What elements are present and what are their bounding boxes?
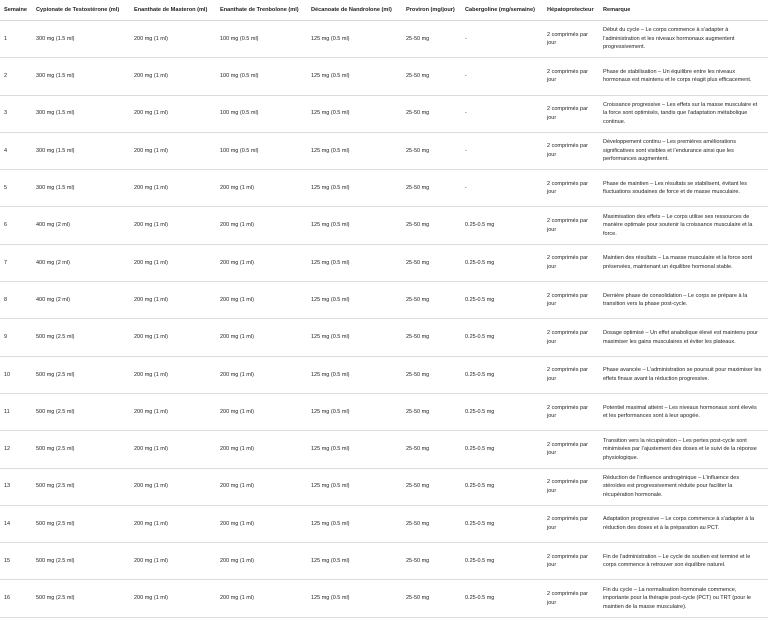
cabergoline-cell: 0.25-0.5 mg: [461, 282, 543, 319]
week-cell: 15: [0, 543, 32, 580]
proviron-cell: 25-50 mg: [402, 543, 461, 580]
column-header: Décanoate de Nandrolone (ml): [307, 0, 402, 21]
week-cell: 5: [0, 170, 32, 207]
proviron-cell: 25-50 mg: [402, 468, 461, 505]
nandrolone-cell: 125 mg (0.5 ml): [307, 356, 402, 393]
trenbolone-cell: 200 mg (1 ml): [216, 468, 307, 505]
cabergoline-cell: 0.25-0.5 mg: [461, 393, 543, 430]
week-cell: 3: [0, 95, 32, 132]
hepatoprotector-cell: 2 comprimés par jour: [543, 431, 599, 468]
masteron-cell: 200 mg (1 ml): [130, 319, 216, 356]
masteron-cell: 200 mg (1 ml): [130, 393, 216, 430]
proviron-cell: 25-50 mg: [402, 58, 461, 95]
table-row: [0, 356, 768, 393]
nandrolone-cell: 125 mg (0.5 ml): [307, 132, 402, 169]
nandrolone-cell: 125 mg (0.5 ml): [307, 319, 402, 356]
hepatoprotector-cell: 2 comprimés par jour: [543, 356, 599, 393]
remark-cell: Phase de maintien – Les résultats se stabilisent, évitant les fluctuations soudaines de force et de masse musculaire.: [599, 170, 768, 207]
table-row: [0, 393, 768, 430]
nandrolone-cell: 125 mg (0.5 ml): [307, 207, 402, 244]
remark-cell: Transition vers la récupération – Les pertes post-cycle sont minimisées par l’ajustement des doses et le suivi de la réponse physiologique.: [599, 431, 768, 468]
masteron-cell: 200 mg (1 ml): [130, 21, 216, 58]
trenbolone-cell: 200 mg (1 ml): [216, 505, 307, 542]
cabergoline-cell: 0.25-0.5 mg: [461, 244, 543, 281]
table-row: [0, 543, 768, 580]
masteron-cell: 200 mg (1 ml): [130, 580, 216, 617]
proviron-cell: 25-50 mg: [402, 356, 461, 393]
hepatoprotector-cell: 2 comprimés par jour: [543, 170, 599, 207]
remark-cell: Phase de stabilisation – Un équilibre entre les niveaux hormonaux est maintenu et le corps réagit plus efficacement.: [599, 58, 768, 95]
proviron-cell: 25-50 mg: [402, 393, 461, 430]
cabergoline-cell: 0.25-0.5 mg: [461, 580, 543, 617]
cabergoline-cell: -: [461, 132, 543, 169]
cabergoline-cell: 0.25-0.5 mg: [461, 207, 543, 244]
table-row: [0, 244, 768, 281]
hepatoprotector-cell: 2 comprimés par jour: [543, 543, 599, 580]
table-header-row: [0, 0, 768, 21]
nandrolone-cell: 125 mg (0.5 ml): [307, 543, 402, 580]
testosterone-cell: 500 mg (2.5 ml): [32, 356, 130, 393]
testosterone-cell: 300 mg (1.5 ml): [32, 132, 130, 169]
remark-cell: Dosage optimisé – Un effet anabolique élevé est maintenu pour maximiser les gains musculaires et éviter les plateaux.: [599, 319, 768, 356]
testosterone-cell: 400 mg (2 ml): [32, 244, 130, 281]
trenbolone-cell: 200 mg (1 ml): [216, 431, 307, 468]
remark-cell: Fin du cycle – La normalisation hormonale commence, importante pour la thérapie post-cycle (PCT) ou TRT (pour le maintien de la masse musculaire).: [599, 580, 768, 617]
hepatoprotector-cell: 2 comprimés par jour: [543, 319, 599, 356]
proviron-cell: 25-50 mg: [402, 21, 461, 58]
trenbolone-cell: 200 mg (1 ml): [216, 282, 307, 319]
testosterone-cell: 300 mg (1.5 ml): [32, 95, 130, 132]
table-row: [0, 282, 768, 319]
nandrolone-cell: 125 mg (0.5 ml): [307, 170, 402, 207]
testosterone-cell: 400 mg (2 ml): [32, 282, 130, 319]
trenbolone-cell: 100 mg (0.5 ml): [216, 132, 307, 169]
trenbolone-cell: 200 mg (1 ml): [216, 244, 307, 281]
table-row: [0, 58, 768, 95]
hepatoprotector-cell: 2 comprimés par jour: [543, 580, 599, 617]
week-cell: 9: [0, 319, 32, 356]
remark-cell: Phase avancée – L’administration se poursuit pour maximiser les effets finaux avant la réduction progressive.: [599, 356, 768, 393]
cabergoline-cell: 0.25-0.5 mg: [461, 468, 543, 505]
week-cell: 10: [0, 356, 32, 393]
testosterone-cell: 400 mg (2 ml): [32, 207, 130, 244]
table-row: [0, 431, 768, 468]
trenbolone-cell: 100 mg (0.5 ml): [216, 95, 307, 132]
column-header: Enanthate de Masteron (ml): [130, 0, 216, 21]
proviron-cell: 25-50 mg: [402, 170, 461, 207]
masteron-cell: 200 mg (1 ml): [130, 468, 216, 505]
proviron-cell: 25-50 mg: [402, 580, 461, 617]
nandrolone-cell: 125 mg (0.5 ml): [307, 505, 402, 542]
table-body: [0, 21, 768, 618]
week-cell: 4: [0, 132, 32, 169]
masteron-cell: 200 mg (1 ml): [130, 95, 216, 132]
cabergoline-cell: -: [461, 21, 543, 58]
proviron-cell: 25-50 mg: [402, 319, 461, 356]
proviron-cell: 25-50 mg: [402, 244, 461, 281]
nandrolone-cell: 125 mg (0.5 ml): [307, 282, 402, 319]
hepatoprotector-cell: 2 comprimés par jour: [543, 132, 599, 169]
trenbolone-cell: 200 mg (1 ml): [216, 580, 307, 617]
table-row: [0, 207, 768, 244]
masteron-cell: 200 mg (1 ml): [130, 282, 216, 319]
hepatoprotector-cell: 2 comprimés par jour: [543, 282, 599, 319]
hepatoprotector-cell: 2 comprimés par jour: [543, 244, 599, 281]
proviron-cell: 25-50 mg: [402, 95, 461, 132]
masteron-cell: 200 mg (1 ml): [130, 58, 216, 95]
column-header: Proviron (mg/jour): [402, 0, 461, 21]
masteron-cell: 200 mg (1 ml): [130, 207, 216, 244]
week-cell: 2: [0, 58, 32, 95]
table-row: [0, 21, 768, 58]
table-row: [0, 580, 768, 617]
nandrolone-cell: 125 mg (0.5 ml): [307, 244, 402, 281]
proviron-cell: 25-50 mg: [402, 132, 461, 169]
column-header: Semaine: [0, 0, 32, 21]
remark-cell: Potentiel maximal atteint – Les niveaux hormonaux sont élevés et les performances sont à leur apogée.: [599, 393, 768, 430]
masteron-cell: 200 mg (1 ml): [130, 431, 216, 468]
trenbolone-cell: 200 mg (1 ml): [216, 393, 307, 430]
nandrolone-cell: 125 mg (0.5 ml): [307, 21, 402, 58]
table-row: [0, 132, 768, 169]
nandrolone-cell: 125 mg (0.5 ml): [307, 468, 402, 505]
cabergoline-cell: -: [461, 170, 543, 207]
masteron-cell: 200 mg (1 ml): [130, 356, 216, 393]
cabergoline-cell: 0.25-0.5 mg: [461, 543, 543, 580]
trenbolone-cell: 200 mg (1 ml): [216, 356, 307, 393]
week-cell: 6: [0, 207, 32, 244]
hepatoprotector-cell: 2 comprimés par jour: [543, 21, 599, 58]
trenbolone-cell: 200 mg (1 ml): [216, 170, 307, 207]
column-header: Cypionate de Testostérone (ml): [32, 0, 130, 21]
masteron-cell: 200 mg (1 ml): [130, 543, 216, 580]
table-row: [0, 505, 768, 542]
testosterone-cell: 300 mg (1.5 ml): [32, 21, 130, 58]
remark-cell: Fin de l’administration – Le cycle de soutien est terminé et le corps commence à retrouver son équilibre naturel.: [599, 543, 768, 580]
week-cell: 14: [0, 505, 32, 542]
testosterone-cell: 500 mg (2.5 ml): [32, 393, 130, 430]
proviron-cell: 25-50 mg: [402, 282, 461, 319]
trenbolone-cell: 200 mg (1 ml): [216, 207, 307, 244]
week-cell: 8: [0, 282, 32, 319]
cabergoline-cell: 0.25-0.5 mg: [461, 319, 543, 356]
cabergoline-cell: -: [461, 95, 543, 132]
trenbolone-cell: 200 mg (1 ml): [216, 543, 307, 580]
week-cell: 12: [0, 431, 32, 468]
column-header: Hépatoprotecteur: [543, 0, 599, 21]
masteron-cell: 200 mg (1 ml): [130, 505, 216, 542]
masteron-cell: 200 mg (1 ml): [130, 132, 216, 169]
testosterone-cell: 500 mg (2.5 ml): [32, 580, 130, 617]
remark-cell: Réduction de l’influence androgénique – L’influence des stéroïdes est progressivement réduite pour faciliter la récupération hormonale.: [599, 468, 768, 505]
cabergoline-cell: -: [461, 58, 543, 95]
week-cell: 16: [0, 580, 32, 617]
remark-cell: Maintien des résultats – La masse musculaire et la force sont préservées, maintenant un équilibre hormonal stable.: [599, 244, 768, 281]
cabergoline-cell: 0.25-0.5 mg: [461, 356, 543, 393]
hepatoprotector-cell: 2 comprimés par jour: [543, 393, 599, 430]
remark-cell: Maximisation des effets – Le corps utilise ses ressources de manière optimale pour soutenir la croissance musculaire et la force.: [599, 207, 768, 244]
trenbolone-cell: 100 mg (0.5 ml): [216, 58, 307, 95]
testosterone-cell: 300 mg (1.5 ml): [32, 170, 130, 207]
testosterone-cell: 500 mg (2.5 ml): [32, 505, 130, 542]
hepatoprotector-cell: 2 comprimés par jour: [543, 505, 599, 542]
hepatoprotector-cell: 2 comprimés par jour: [543, 207, 599, 244]
week-cell: 7: [0, 244, 32, 281]
remark-cell: Développement continu – Les premières améliorations significatives sont visibles et l’endurance ainsi que les performances augmentent.: [599, 132, 768, 169]
hepatoprotector-cell: 2 comprimés par jour: [543, 95, 599, 132]
masteron-cell: 200 mg (1 ml): [130, 244, 216, 281]
testosterone-cell: 500 mg (2.5 ml): [32, 543, 130, 580]
week-cell: 1: [0, 21, 32, 58]
hepatoprotector-cell: 2 comprimés par jour: [543, 58, 599, 95]
hepatoprotector-cell: 2 comprimés par jour: [543, 468, 599, 505]
table-row: [0, 468, 768, 505]
table-row: [0, 319, 768, 356]
column-header: Cabergoline (mg/semaine): [461, 0, 543, 21]
proviron-cell: 25-50 mg: [402, 505, 461, 542]
cabergoline-cell: 0.25-0.5 mg: [461, 505, 543, 542]
trenbolone-cell: 200 mg (1 ml): [216, 319, 307, 356]
remark-cell: Croissance progressive – Les effets sur la masse musculaire et la force sont optimisés, tandis que l’adaptation métabolique continue.: [599, 95, 768, 132]
nandrolone-cell: 125 mg (0.5 ml): [307, 95, 402, 132]
testosterone-cell: 500 mg (2.5 ml): [32, 431, 130, 468]
table-row: [0, 170, 768, 207]
nandrolone-cell: 125 mg (0.5 ml): [307, 58, 402, 95]
remark-cell: Adaptation progressive – Le corps commence à s’adapter à la réduction des doses et à la préparation au PCT.: [599, 505, 768, 542]
nandrolone-cell: 125 mg (0.5 ml): [307, 393, 402, 430]
proviron-cell: 25-50 mg: [402, 431, 461, 468]
masteron-cell: 200 mg (1 ml): [130, 170, 216, 207]
week-cell: 13: [0, 468, 32, 505]
nandrolone-cell: 125 mg (0.5 ml): [307, 580, 402, 617]
testosterone-cell: 500 mg (2.5 ml): [32, 468, 130, 505]
table-row: [0, 95, 768, 132]
remark-cell: Dernière phase de consolidation – Le corps se prépare à la transition vers la phase post-cycle.: [599, 282, 768, 319]
column-header: Remarque: [599, 0, 768, 21]
trenbolone-cell: 100 mg (0.5 ml): [216, 21, 307, 58]
testosterone-cell: 500 mg (2.5 ml): [32, 319, 130, 356]
testosterone-cell: 300 mg (1.5 ml): [32, 58, 130, 95]
column-header: Enanthate de Trenbolone (ml): [216, 0, 307, 21]
cabergoline-cell: 0.25-0.5 mg: [461, 431, 543, 468]
proviron-cell: 25-50 mg: [402, 207, 461, 244]
remark-cell: Début du cycle – Le corps commence à s’adapter à l’administration et les niveaux hormonaux augmentent progressivement.: [599, 21, 768, 58]
week-cell: 11: [0, 393, 32, 430]
nandrolone-cell: 125 mg (0.5 ml): [307, 431, 402, 468]
